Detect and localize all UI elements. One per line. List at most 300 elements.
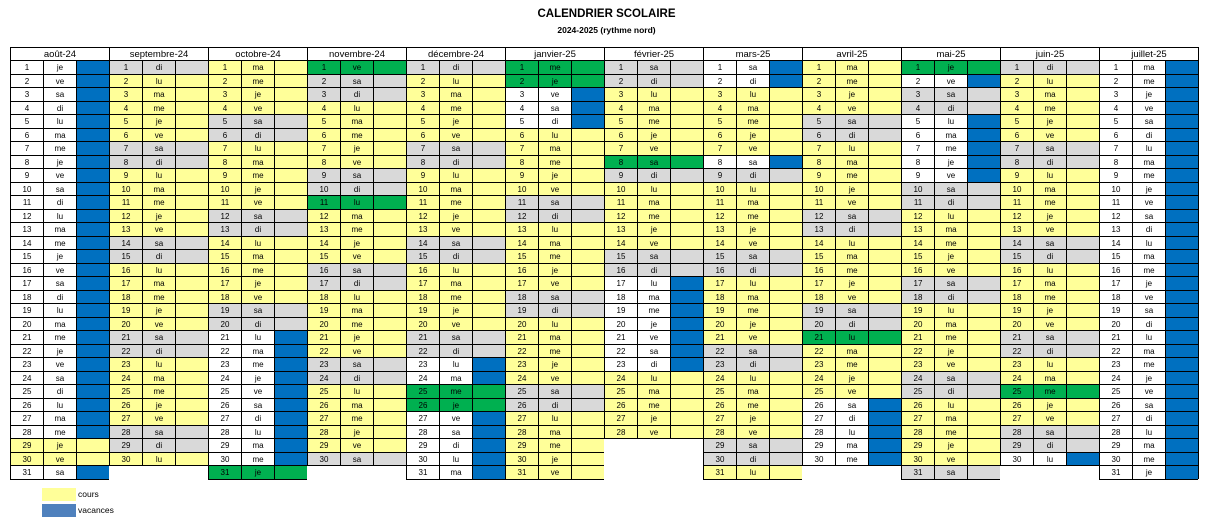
- day-number: 6: [307, 128, 340, 142]
- day-status-cell: [472, 114, 505, 128]
- day-number: 13: [505, 222, 538, 236]
- day-number: 2: [10, 74, 43, 88]
- day-status-cell: [472, 236, 505, 250]
- day-row: [703, 384, 802, 398]
- day-status-cell: [670, 249, 703, 263]
- day-number: 26: [109, 398, 142, 412]
- day-name: ma: [538, 141, 571, 155]
- day-row: [703, 141, 802, 155]
- day-number: 31: [505, 465, 538, 479]
- day-row: [208, 60, 307, 74]
- day-name: lu: [934, 398, 967, 412]
- day-row: [406, 317, 505, 331]
- day-row: [703, 114, 802, 128]
- day-status-cell: [1066, 87, 1099, 101]
- day-name: me: [43, 425, 76, 439]
- day-name: ma: [736, 384, 769, 398]
- month-header: mai-25: [901, 47, 1000, 60]
- day-name: ve: [637, 425, 670, 439]
- day-number: 28: [109, 425, 142, 439]
- day-number: 8: [208, 155, 241, 169]
- day-name: ve: [340, 60, 373, 74]
- day-name: me: [1132, 263, 1165, 277]
- day-number: 10: [109, 182, 142, 196]
- day-row: [208, 141, 307, 155]
- day-name: di: [439, 155, 472, 169]
- day-name: je: [1132, 87, 1165, 101]
- day-status-cell: [76, 317, 109, 331]
- day-row: [307, 87, 406, 101]
- day-name: lu: [241, 330, 274, 344]
- day-name: lu: [1033, 74, 1066, 88]
- day-row: [505, 411, 604, 425]
- day-name: je: [1033, 398, 1066, 412]
- day-name: je: [736, 128, 769, 142]
- day-name: lu: [439, 452, 472, 466]
- day-number: 29: [1099, 438, 1132, 452]
- day-name: ma: [934, 128, 967, 142]
- day-number: 3: [802, 87, 835, 101]
- day-name: ma: [439, 465, 472, 479]
- day-row: [703, 168, 802, 182]
- day-row: [802, 452, 901, 466]
- day-name: me: [538, 344, 571, 358]
- day-row: [703, 411, 802, 425]
- day-row: [901, 114, 1000, 128]
- day-name: ma: [439, 87, 472, 101]
- day-number: 4: [703, 101, 736, 115]
- day-status-cell: [76, 101, 109, 115]
- day-row: [10, 182, 109, 196]
- day-number: 29: [901, 438, 934, 452]
- day-row: [505, 182, 604, 196]
- day-row: [505, 168, 604, 182]
- day-name: sa: [736, 438, 769, 452]
- day-number: 20: [307, 317, 340, 331]
- day-status-cell: [76, 236, 109, 250]
- day-status-cell: [868, 222, 901, 236]
- day-name: je: [43, 344, 76, 358]
- day-status-cell: [1066, 452, 1099, 466]
- day-name: lu: [736, 276, 769, 290]
- day-status-cell: [769, 222, 802, 236]
- day-row: [1099, 290, 1198, 304]
- day-row: [505, 425, 604, 439]
- day-status-cell: [175, 155, 208, 169]
- day-row: [406, 398, 505, 412]
- day-status-cell: [76, 141, 109, 155]
- day-name: ma: [934, 317, 967, 331]
- day-status-cell: [769, 74, 802, 88]
- day-name: sa: [538, 384, 571, 398]
- day-status-cell: [76, 60, 109, 74]
- day-name: ve: [43, 357, 76, 371]
- day-name: ve: [1033, 317, 1066, 331]
- day-name: je: [439, 303, 472, 317]
- day-row: [10, 303, 109, 317]
- day-status-cell: [472, 209, 505, 223]
- day-row: [1000, 303, 1099, 317]
- day-row: [901, 249, 1000, 263]
- day-name: ve: [934, 168, 967, 182]
- day-row: [604, 276, 703, 290]
- day-name: sa: [1033, 330, 1066, 344]
- day-number: 12: [604, 209, 637, 223]
- day-status-cell: [670, 182, 703, 196]
- day-name: me: [1132, 357, 1165, 371]
- day-row: [109, 276, 208, 290]
- day-status-cell: [1165, 425, 1198, 439]
- day-name: lu: [835, 236, 868, 250]
- day-row: [802, 330, 901, 344]
- day-name: di: [1132, 222, 1165, 236]
- day-row: [109, 317, 208, 331]
- day-status-cell: [571, 222, 604, 236]
- day-number: 8: [10, 155, 43, 169]
- day-number: 20: [406, 317, 439, 331]
- day-status-cell: [769, 249, 802, 263]
- day-number: 15: [505, 249, 538, 263]
- day-name: sa: [637, 60, 670, 74]
- day-name: lu: [637, 182, 670, 196]
- day-name: me: [1033, 101, 1066, 115]
- day-status-cell: [274, 236, 307, 250]
- day-name: ma: [340, 398, 373, 412]
- day-status-cell: [769, 330, 802, 344]
- day-row: [505, 209, 604, 223]
- day-row: [307, 141, 406, 155]
- day-name: ve: [637, 141, 670, 155]
- day-status-cell: [670, 114, 703, 128]
- day-status-cell: [1165, 317, 1198, 331]
- day-name: di: [934, 101, 967, 115]
- day-row: [802, 411, 901, 425]
- day-row: [901, 317, 1000, 331]
- day-row: [406, 60, 505, 74]
- day-status-cell: [76, 411, 109, 425]
- day-row: [1000, 74, 1099, 88]
- day-row: [802, 168, 901, 182]
- day-status-cell: [670, 371, 703, 385]
- day-name: di: [637, 168, 670, 182]
- day-row: [1000, 411, 1099, 425]
- day-row: [901, 168, 1000, 182]
- day-number: 11: [901, 195, 934, 209]
- day-number: 14: [505, 236, 538, 250]
- day-status-cell: [868, 276, 901, 290]
- day-status-cell: [1165, 371, 1198, 385]
- day-name: je: [340, 141, 373, 155]
- day-row: [208, 303, 307, 317]
- day-name: me: [439, 384, 472, 398]
- day-status-cell: [373, 195, 406, 209]
- day-status-cell: [868, 425, 901, 439]
- day-number: 29: [802, 438, 835, 452]
- day-status-cell: [76, 263, 109, 277]
- day-status-cell: [571, 263, 604, 277]
- day-status-cell: [472, 384, 505, 398]
- month-header: janvier-25: [505, 47, 604, 60]
- day-status-cell: [1066, 249, 1099, 263]
- day-number: 22: [901, 344, 934, 358]
- day-number: 12: [1000, 209, 1033, 223]
- day-name: lu: [1132, 425, 1165, 439]
- day-name: me: [538, 249, 571, 263]
- day-status-cell: [769, 195, 802, 209]
- day-status-cell: [967, 168, 1000, 182]
- day-status-cell: [472, 425, 505, 439]
- day-status-cell: [472, 371, 505, 385]
- day-name: lu: [241, 425, 274, 439]
- day-status-cell: [868, 330, 901, 344]
- day-name: ma: [835, 249, 868, 263]
- day-status-cell: [967, 101, 1000, 115]
- day-name: sa: [1132, 303, 1165, 317]
- day-name: sa: [736, 344, 769, 358]
- day-name: di: [934, 384, 967, 398]
- day-number: 22: [406, 344, 439, 358]
- day-status-cell: [274, 101, 307, 115]
- day-number: 1: [505, 60, 538, 74]
- day-row: [505, 330, 604, 344]
- day-number: 20: [604, 317, 637, 331]
- day-row: [1099, 101, 1198, 115]
- day-number: 27: [703, 411, 736, 425]
- day-row: [1099, 398, 1198, 412]
- day-number: 26: [208, 398, 241, 412]
- day-number: 25: [307, 384, 340, 398]
- day-number: 28: [505, 425, 538, 439]
- day-row: [1000, 452, 1099, 466]
- day-name: je: [934, 60, 967, 74]
- day-name: ve: [241, 101, 274, 115]
- day-row: [208, 371, 307, 385]
- day-number: 15: [1000, 249, 1033, 263]
- day-number: 18: [1099, 290, 1132, 304]
- day-name: lu: [340, 290, 373, 304]
- day-row: [1000, 60, 1099, 74]
- day-name: je: [538, 168, 571, 182]
- day-number: 14: [208, 236, 241, 250]
- day-number: 18: [208, 290, 241, 304]
- day-row: [10, 425, 109, 439]
- day-name: di: [1132, 128, 1165, 142]
- day-row: [10, 222, 109, 236]
- day-name: sa: [43, 182, 76, 196]
- day-row: [802, 209, 901, 223]
- day-status-cell: [967, 236, 1000, 250]
- day-number: 28: [802, 425, 835, 439]
- day-row: [10, 249, 109, 263]
- day-status-cell: [274, 168, 307, 182]
- day-row: [505, 452, 604, 466]
- day-status-cell: [769, 60, 802, 74]
- day-name: ma: [835, 438, 868, 452]
- day-number: 19: [406, 303, 439, 317]
- day-number: 20: [10, 317, 43, 331]
- day-number: 4: [505, 101, 538, 115]
- day-status-cell: [769, 182, 802, 196]
- day-status-cell: [76, 128, 109, 142]
- day-number: 23: [208, 357, 241, 371]
- day-number: 26: [901, 398, 934, 412]
- day-name: je: [439, 209, 472, 223]
- day-status-cell: [472, 182, 505, 196]
- day-status-cell: [868, 438, 901, 452]
- day-row: [802, 87, 901, 101]
- day-name: ve: [43, 263, 76, 277]
- day-number: 25: [505, 384, 538, 398]
- day-number: 30: [109, 452, 142, 466]
- day-number: 8: [406, 155, 439, 169]
- day-name: ma: [142, 182, 175, 196]
- day-status-cell: [571, 209, 604, 223]
- day-status-cell: [175, 276, 208, 290]
- day-number: 19: [307, 303, 340, 317]
- day-number: 18: [604, 290, 637, 304]
- day-number: 16: [604, 263, 637, 277]
- day-number: 5: [1099, 114, 1132, 128]
- day-row: [505, 357, 604, 371]
- day-number: 12: [505, 209, 538, 223]
- day-number: 29: [208, 438, 241, 452]
- day-status-cell: [967, 60, 1000, 74]
- day-number: 27: [802, 411, 835, 425]
- day-number: 27: [505, 411, 538, 425]
- day-number: 11: [307, 195, 340, 209]
- day-status-cell: [967, 128, 1000, 142]
- day-row: [406, 465, 505, 479]
- day-status-cell: [967, 371, 1000, 385]
- day-row: [901, 357, 1000, 371]
- day-number: 28: [10, 425, 43, 439]
- day-row: [901, 60, 1000, 74]
- day-number: 10: [703, 182, 736, 196]
- day-status-cell: [1165, 128, 1198, 142]
- day-number: 19: [109, 303, 142, 317]
- day-name: di: [637, 357, 670, 371]
- day-number: 16: [1000, 263, 1033, 277]
- day-name: je: [736, 222, 769, 236]
- day-status-cell: [1066, 330, 1099, 344]
- day-status-cell: [175, 222, 208, 236]
- day-status-cell: [373, 290, 406, 304]
- day-status-cell: [472, 195, 505, 209]
- day-status-cell: [175, 290, 208, 304]
- day-name: ma: [538, 236, 571, 250]
- day-row: [109, 195, 208, 209]
- day-number: 9: [604, 168, 637, 182]
- day-row: [802, 195, 901, 209]
- day-number: 10: [10, 182, 43, 196]
- day-number: 19: [10, 303, 43, 317]
- day-row: [1000, 371, 1099, 385]
- day-name: ma: [43, 411, 76, 425]
- day-name: di: [736, 452, 769, 466]
- day-name: ma: [934, 411, 967, 425]
- day-row: [802, 141, 901, 155]
- day-row: [1000, 344, 1099, 358]
- day-status-cell: [274, 114, 307, 128]
- day-row: [1099, 465, 1198, 479]
- day-row: [802, 263, 901, 277]
- day-status-cell: [670, 290, 703, 304]
- day-row: [109, 236, 208, 250]
- day-row: [1099, 384, 1198, 398]
- day-number: 11: [10, 195, 43, 209]
- day-name: je: [835, 87, 868, 101]
- day-status-cell: [373, 168, 406, 182]
- day-number: 21: [901, 330, 934, 344]
- day-name: ma: [142, 276, 175, 290]
- day-name: me: [142, 101, 175, 115]
- day-number: 12: [1099, 209, 1132, 223]
- month-header: septembre-24: [109, 47, 208, 60]
- day-row: [604, 384, 703, 398]
- day-name: lu: [637, 371, 670, 385]
- day-row: [208, 357, 307, 371]
- day-status-cell: [472, 263, 505, 277]
- day-number: 25: [10, 384, 43, 398]
- day-number: 19: [208, 303, 241, 317]
- day-status-cell: [274, 411, 307, 425]
- day-status-cell: [472, 101, 505, 115]
- day-name: je: [637, 128, 670, 142]
- day-number: 24: [703, 371, 736, 385]
- day-status-cell: [76, 398, 109, 412]
- day-status-cell: [571, 182, 604, 196]
- day-row: [406, 263, 505, 277]
- day-row: [505, 87, 604, 101]
- day-number: 18: [901, 290, 934, 304]
- day-row: [802, 344, 901, 358]
- day-row: [109, 101, 208, 115]
- day-status-cell: [571, 168, 604, 182]
- day-row: [703, 425, 802, 439]
- day-number: 1: [208, 60, 241, 74]
- day-row: [1099, 330, 1198, 344]
- day-name: di: [835, 222, 868, 236]
- day-status-cell: [373, 263, 406, 277]
- day-name: di: [142, 249, 175, 263]
- month-bottom-border: [604, 438, 703, 439]
- day-row: [505, 371, 604, 385]
- day-status-cell: [274, 249, 307, 263]
- day-number: 19: [604, 303, 637, 317]
- day-row: [703, 155, 802, 169]
- day-row: [307, 155, 406, 169]
- day-status-cell: [1066, 357, 1099, 371]
- day-row: [604, 155, 703, 169]
- day-number: 21: [109, 330, 142, 344]
- day-row: [406, 128, 505, 142]
- day-number: 11: [1000, 195, 1033, 209]
- day-status-cell: [1066, 114, 1099, 128]
- day-row: [208, 425, 307, 439]
- day-row: [208, 276, 307, 290]
- day-status-cell: [175, 74, 208, 88]
- day-status-cell: [274, 155, 307, 169]
- day-number: 10: [1000, 182, 1033, 196]
- day-row: [703, 344, 802, 358]
- day-row: [109, 209, 208, 223]
- day-status-cell: [967, 114, 1000, 128]
- day-number: 16: [1099, 263, 1132, 277]
- day-status-cell: [472, 452, 505, 466]
- day-name: lu: [637, 276, 670, 290]
- day-name: je: [934, 249, 967, 263]
- day-row: [901, 290, 1000, 304]
